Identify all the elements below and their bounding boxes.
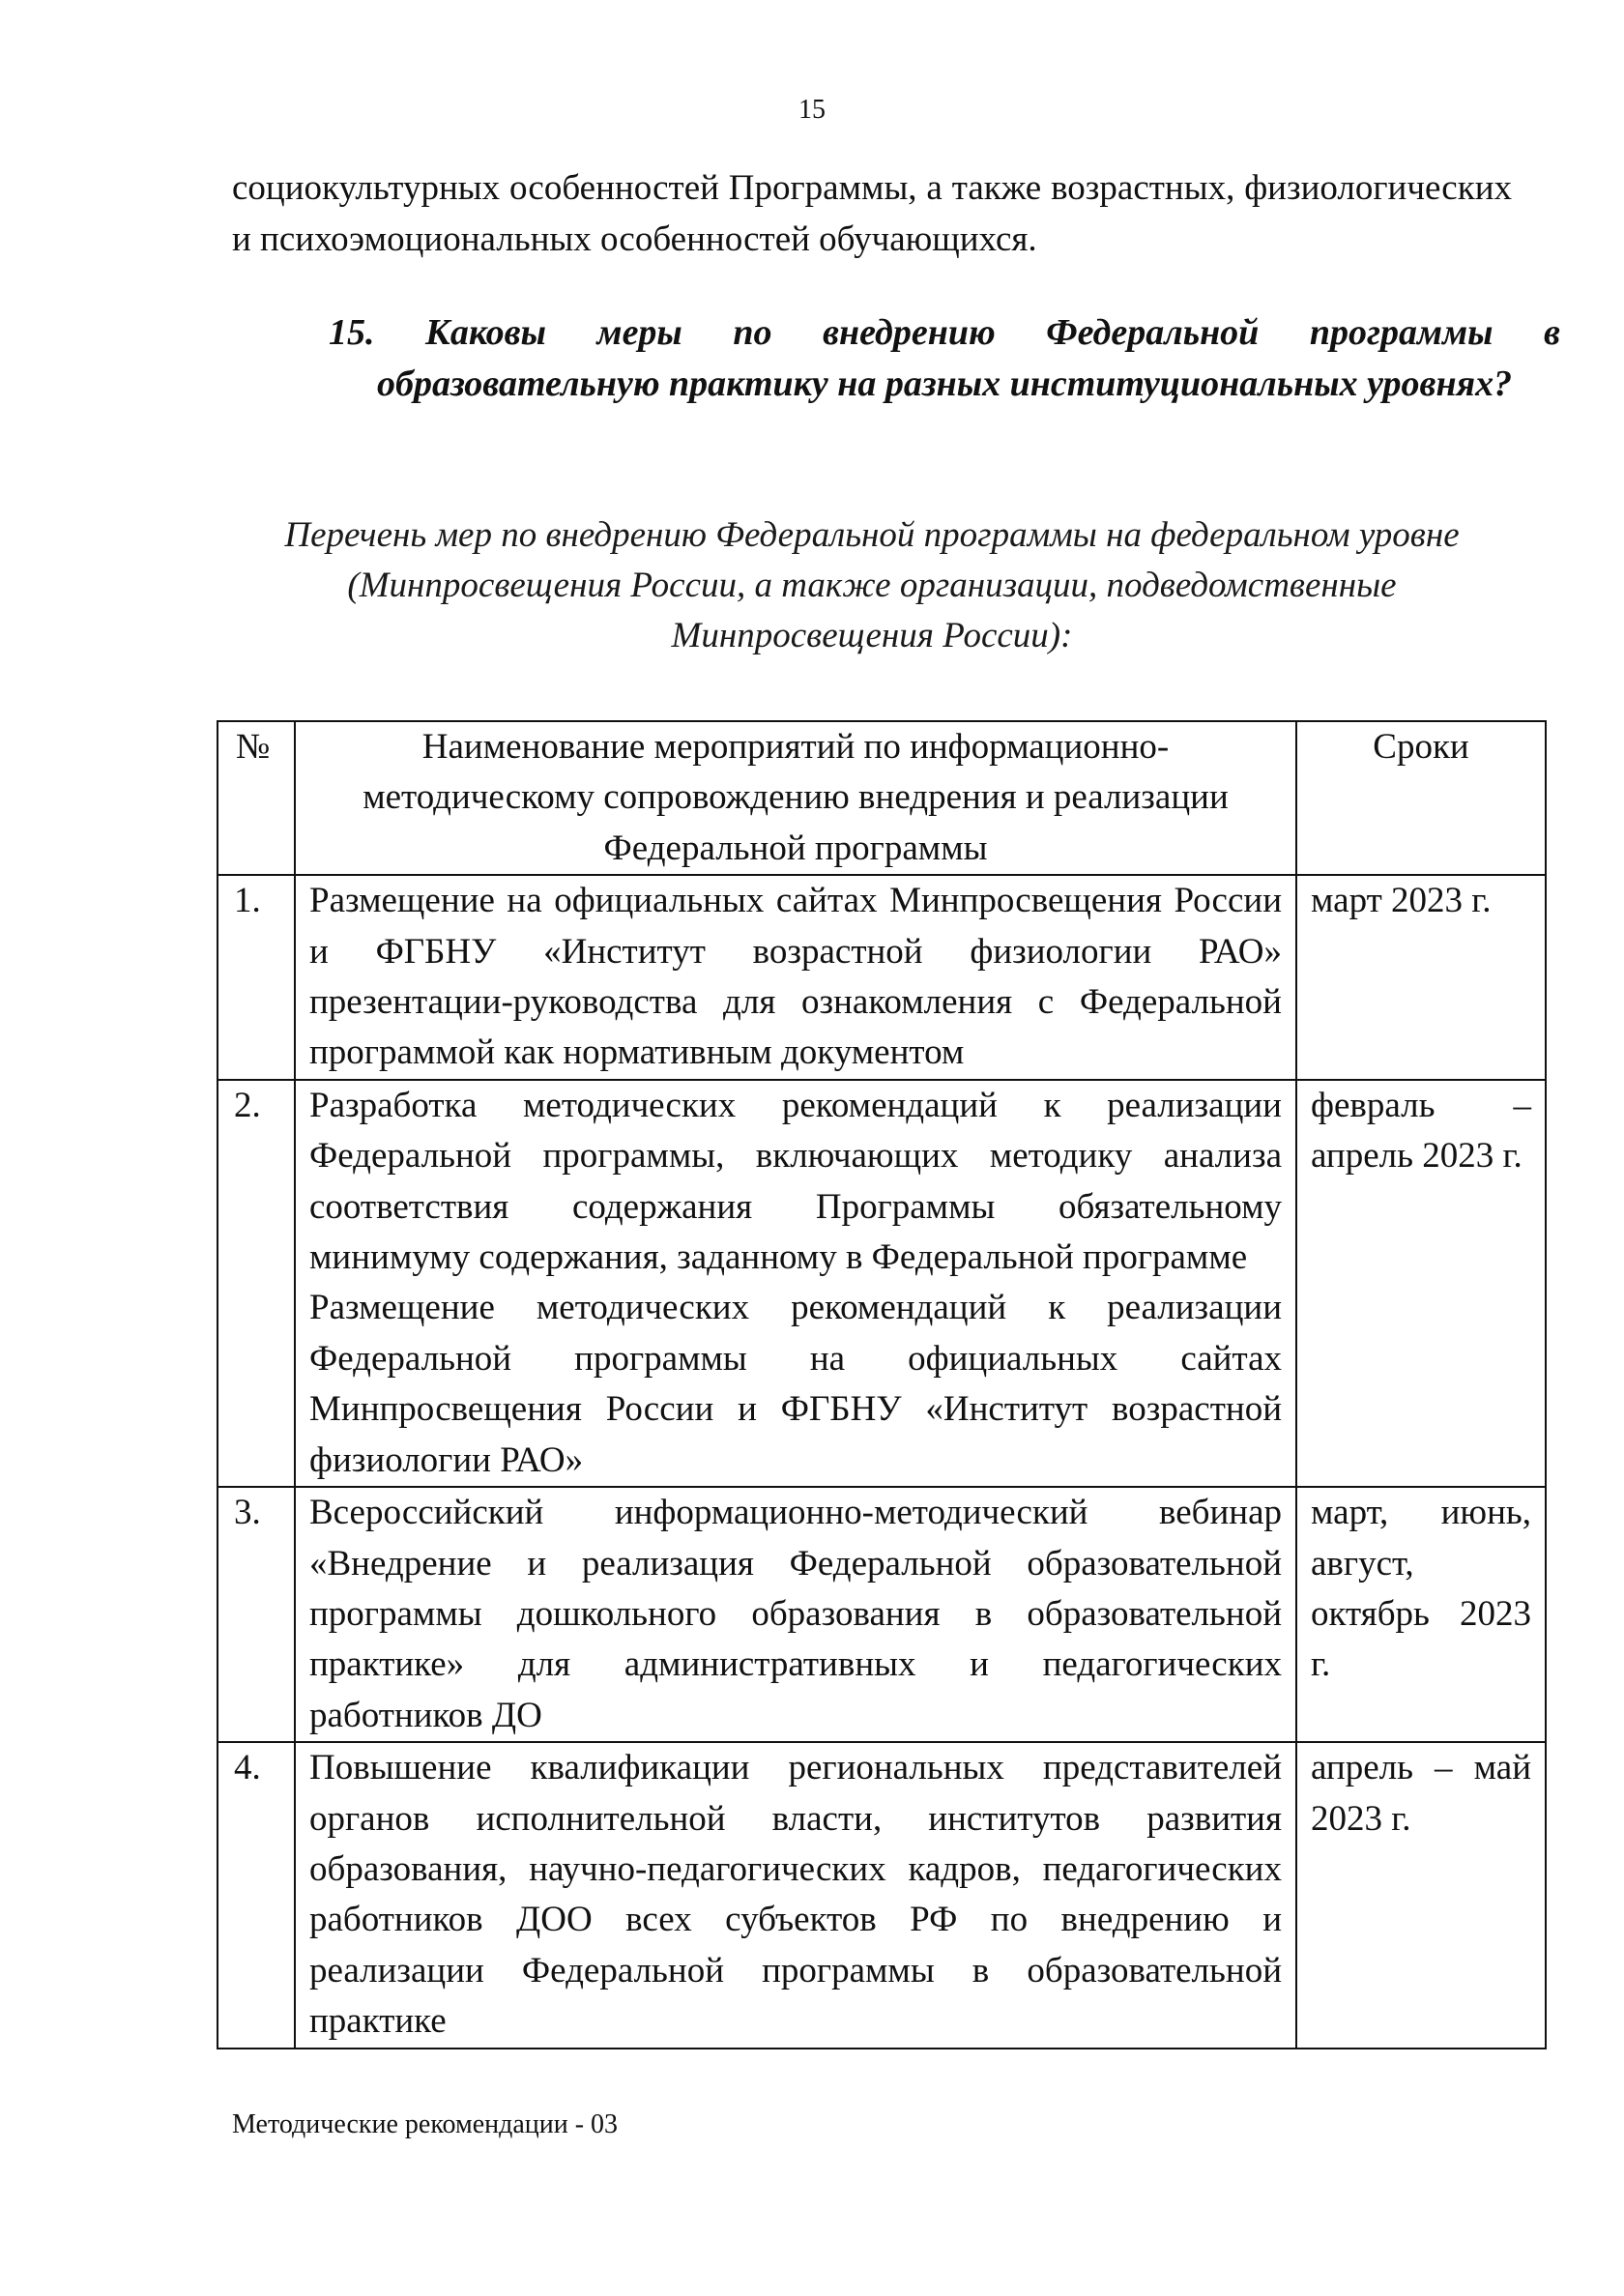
page-number: 15 [798, 95, 826, 125]
row-measure: Всероссийский информационно-методический вебинар «Внедрение и реализация Федеральной образовательной программы дошкольного образования в образовательной практике» для административных и педагогических работников ДО [295, 1487, 1296, 1742]
row-number: 3. [218, 1487, 295, 1742]
measures-table [217, 720, 1547, 2049]
row-number: 2. [218, 1080, 295, 1487]
row-term: апрель – май 2023 г. [1296, 1742, 1546, 2048]
section-heading: 15. Каковы меры по внедрению Федеральной программы в образовательную практику на разных институциональных уровнях? [329, 312, 1560, 404]
row-measure: Повышение квалификации региональных представителей органов исполнительной власти, институтов развития образования, научно-педагогических кадров, педагогических работников ДОО всех субъектов РФ по внедрению и реализации Федеральной программы в образовательной практике [295, 1742, 1296, 2048]
row-number: 4. [218, 1742, 295, 2048]
table-row [218, 1742, 1546, 2048]
row-term: март, июнь, август, октябрь 2023 г. [1296, 1487, 1546, 1742]
table-header-row [218, 721, 1546, 875]
table-row [218, 1080, 1546, 1487]
table-row [218, 1487, 1546, 1742]
row-term: февраль – апрель 2023 г. [1296, 1080, 1546, 1487]
row-measure-part: Разработка методических рекомендаций к реализации Федеральной программы, включающих методику анализа соответствия содержания Программы обязательному минимуму содержания, заданному в Федеральной программе [309, 1085, 1282, 1278]
page-footer: Методические рекомендации - 03 [232, 2109, 619, 2139]
table-row [218, 875, 1546, 1080]
row-number: 1. [218, 875, 295, 1080]
row-measure: Размещение на официальных сайтах Минпросвещения России и ФГБНУ «Институт возрастной физиологии РАО» презентации-руководства для ознакомления с Федеральной программой как нормативным документом [295, 875, 1296, 1080]
header-term: Сроки [1296, 721, 1546, 875]
row-term: март 2023 г. [1296, 875, 1546, 1080]
intro-paragraph: социокультурных особенностей Программы, а также возрастных, физиологических и психоэмоциональных особенностей обучающихся. [232, 168, 1512, 259]
header-name: Наименование мероприятий по информационно-методическому сопровождению внедрения и реализации Федеральной программы [295, 721, 1296, 875]
row-measure [295, 1080, 1296, 1487]
table-caption: Перечень мер по внедрению Федеральной программы на федеральном уровне (Минпросвещения России, а также организации, подведомственные Минпросвещения России): [284, 515, 1460, 655]
header-num: № [218, 721, 295, 875]
row-measure-part: Размещение методических рекомендаций к реализации Федеральной программы на официальных сайтах Минпросвещения России и ФГБНУ «Институт возрастной физиологии РАО» [309, 1288, 1282, 1480]
